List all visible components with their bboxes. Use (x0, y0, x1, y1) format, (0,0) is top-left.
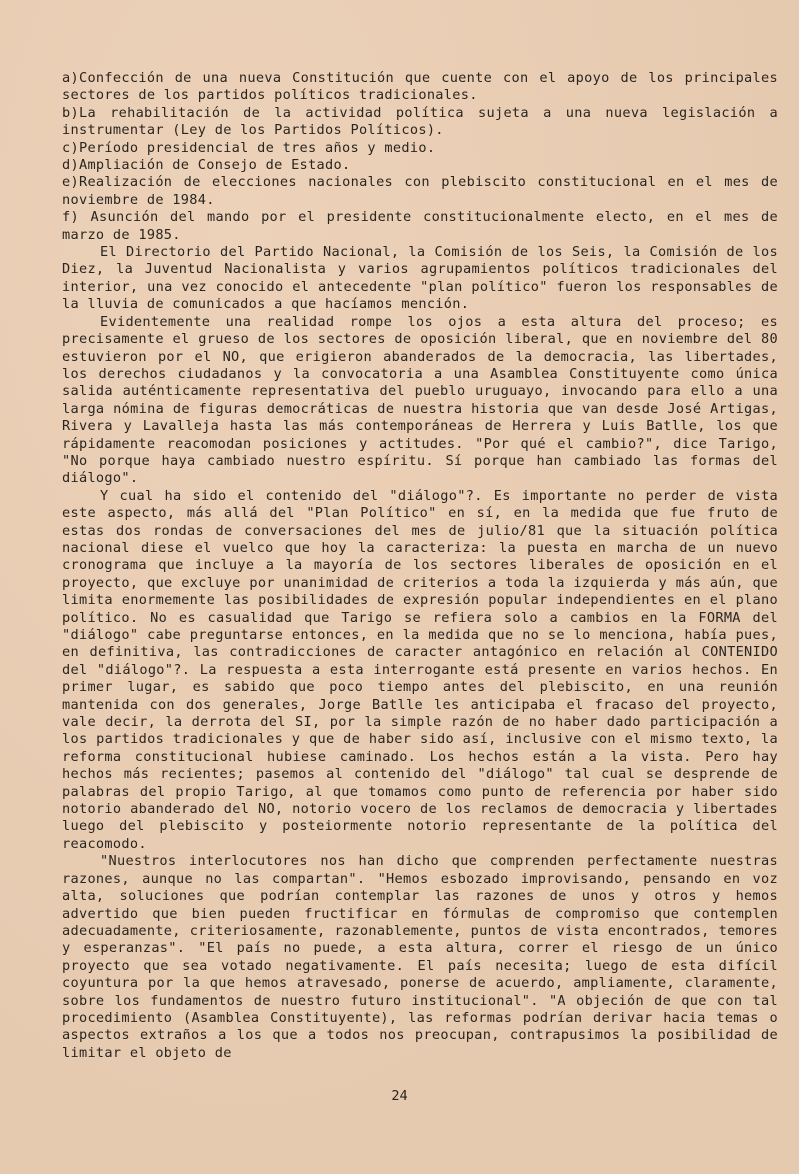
list-item-d: d)Ampliación de Consejo de Estado. (62, 157, 351, 174)
list-item-b: b)La rehabilitación de la actividad política sujeta a una nueva legislación a instrumentar (Ley de los Partidos Políticos). (62, 104, 778, 139)
list-item-a: a)Confección de una nueva Constitución que cuente con el apoyo de los principales sectores de los partidos políticos tradicionales. (62, 70, 778, 104)
list-item-c: c)Período presidencial de tres años y medio. (62, 139, 436, 156)
page-number: 24 (391, 1088, 408, 1104)
list-item-e: e)Realización de elecciones nacionales con plebiscito constitucional en el mes de noviembre de 1984. (62, 174, 778, 208)
paragraph-3: Y cual ha sido el contenido del "diálogo"?. Es importante no perder de vista este aspecto, más allá del "Plan Político" en sí, en la medida que fue fruto de estas dos rondas de conversaciones del mes de julio/81 que la situación política nacional diese el vuelco que hoy la caracteriza: la puesta en marcha de un nuevo cronograma que incluye a la mayoría de los sectores liberales de oposición en el proyecto, que excluye por unanimidad de criterios a toda la izquierda y más aún, que limita enormemente las posibilidades de expresión popular independientes en el plano político. No es casualidad que Tarigo se refiera solo a cambios en la FORMA del "diálogo" cabe preguntarse entonces, en la medida que no se lo menciona, había pues, en definitiva, las contradicciones de caracter antagónico en relación al CONTENIDO del "diálogo"?. La respuesta a esta interrogante está presente en varios hechos. En primer lugar, es sabido que poco tiempo antes del plebiscito, en una reunión mantenida con dos generales, Jorge Batlle les anticipaba el fracaso del proyecto, vale decir, la derrota del SI, por la simple razón de no haber dado participación a los partidos tradicionales y que de haber sido así, inclusive con el mismo texto, la reforma constitucional hubiese caminado. Los hechos están a la vista. Pero hay hechos más recientes; pasemos al contenido del "diálogo" tal cual se desprende de palabras del propio Tarigo, al que tomamos como punto de referencia por haber sido notorio abanderado del NO, notorio vocero de los reclamos de democracia y libertades luego del plebiscito y posteiormente notorio representante de la política del reacomodo. (62, 487, 778, 852)
paragraph-4: "Nuestros interlocutores nos han dicho que comprenden perfectamente nuestras razones, aunque no las compartan". "Hemos esbozado improvisando, pensando en voz alta, soluciones que podrían contemplar las razones de unos y otros y hemos advertido que bien pueden fructificar en fórmulas de compromiso que contemplen adecuadamente, criteriosamente, razonablemente, puntos de vista encontrados, temores y esperanzas". "El país no puede, a esta altura, correr el riesgo de un único proyecto que sea votado negativamente. El país necesita; luego de esta difícil coyuntura por la que hemos atravesado, ponerse de acuerdo, ampliamente, claramente, sobre los fundamentos de nuestro futuro institucional". "A objeción de que con tal procedimiento (Asamblea Constituyente), las reformas podrían derivar hacia temas o aspectos extraños a los que a todos nos preocupan, contrapusimos la posibilidad de limitar el objeto de (62, 853, 778, 1061)
plan-list (62, 70, 778, 244)
paragraph-2: Evidentemente una realidad rompe los ojos a esta altura del proceso; es precisamente el grueso de los sectores de oposición liberal, que en noviembre del 80 estuvieron por el NO, que erigieron abanderados de la democracia, las libertades, los derechos ciudadanos y la convocatoria a una Asamblea Constituyente como única salida auténticamente representativa del pueblo uruguayo, invocando para ello a una larga nómina de figuras democráticas de nuestra historia que van desde José Artigas, Rivera y Lavalleja hasta las más contemporáneas de Herrera y Luis Batlle, los que rápidamente reacomodan posiciones y actitudes. "Por qué el cambio?", dice Tarigo, "No porque haya cambiado nuestro espíritu. Sí porque han cambiado las formas del diálogo". (62, 313, 778, 487)
paragraph-1: El Directorio del Partido Nacional, la Comisión de los Seis, la Comisión de los Diez, la Juventud Nacionalista y varios agrupamientos políticos tradicionales del interior, una vez conocido el antecedente "plan político" fueron los responsables de la lluvia de comunicados a que hacíamos mención. (62, 244, 778, 313)
document-page (62, 70, 778, 1062)
list-item-f: f) Asunción del mando por el presidente constitucionalmente electo, en el mes de marzo de 1985. (62, 209, 778, 243)
